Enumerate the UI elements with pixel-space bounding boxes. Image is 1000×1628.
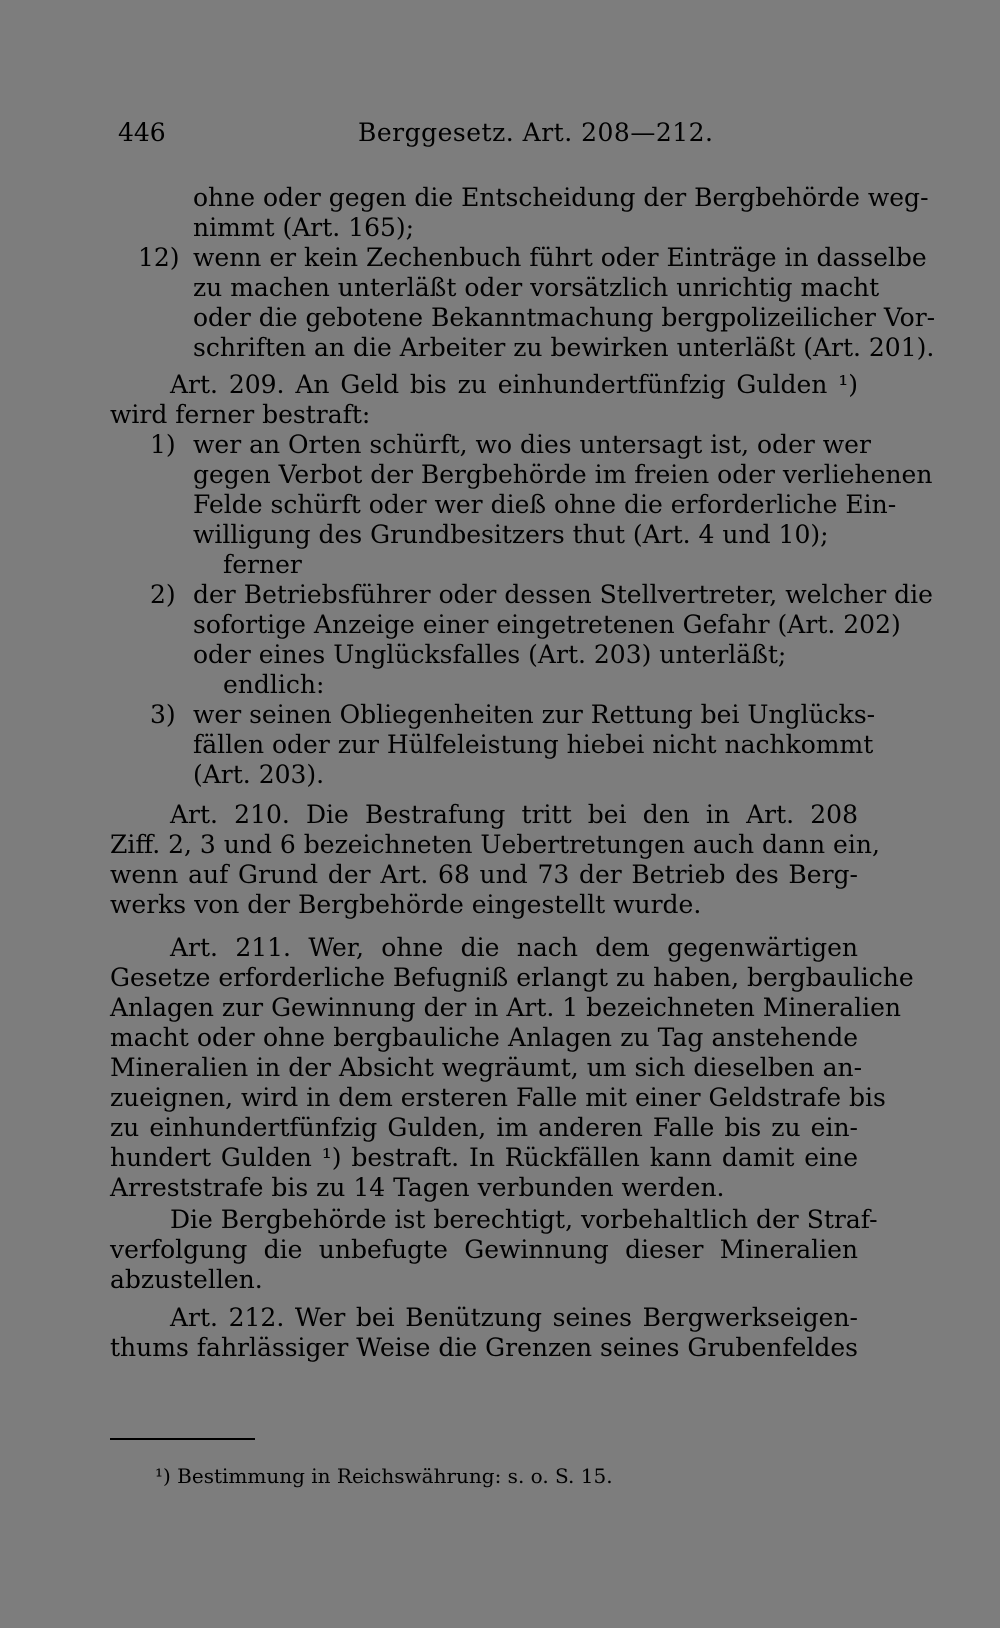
- line-text: werks von der Bergbehörde eingestellt wurde.: [110, 890, 702, 919]
- line-text: wird ferner bestraft:: [110, 400, 371, 429]
- line-text: der Betriebsführer oder dessen Stellvertreter, welcher die: [193, 580, 933, 609]
- line-text: macht oder ohne bergbauliche Anlagen zu Tag anstehende: [110, 1023, 858, 1052]
- item-number: 12): [138, 243, 180, 272]
- line-text: thums fahrlässiger Weise die Grenzen seines Grubenfeldes: [110, 1333, 858, 1362]
- footnote: ¹) Bestimmung in Reichswährung: s. o. S. 15.: [155, 1464, 613, 1488]
- item-number: 3): [150, 700, 176, 729]
- line-text: wer an Orten schürft, wo dies untersagt ist, oder wer: [193, 430, 871, 459]
- line-text: hundert Gulden ¹) bestraft. In Rückfällen kann damit eine: [110, 1143, 858, 1172]
- item-number: 2): [150, 580, 176, 609]
- line-text: Art. 211. Wer, ohne die nach dem gegenwärtigen: [170, 933, 858, 962]
- line-text: wenn er kein Zechenbuch führt oder Einträge in dasselbe: [193, 243, 927, 272]
- line-text: Mineralien in der Absicht wegräumt, um sich dieselben an-: [110, 1053, 863, 1082]
- line-text: oder eines Unglücksfalles (Art. 203) unterläßt;: [193, 640, 787, 669]
- line-text: oder die gebotene Bekanntmachung bergpolizeilicher Vor-: [193, 303, 936, 332]
- item-number: 1): [150, 430, 176, 459]
- line-text: sofortige Anzeige einer eingetretenen Gefahr (Art. 202): [193, 610, 901, 639]
- line-text: zu machen unterläßt oder vorsätzlich unrichtig macht: [193, 273, 880, 302]
- footnote-rule: [110, 1438, 255, 1440]
- line-text: Art. 209. An Geld bis zu einhundertfünfzig Gulden ¹): [170, 370, 858, 399]
- line-text: Art. 212. Wer bei Benützung seines Bergwerkseigen-: [170, 1303, 858, 1332]
- page-number: 446: [118, 118, 166, 147]
- line-text: ohne oder gegen die Entscheidung der Bergbehörde weg-: [193, 183, 929, 212]
- line-text: verfolgung die unbefugte Gewinnung dieser Mineralien: [110, 1235, 858, 1264]
- line-text: schriften an die Arbeiter zu bewirken unterläßt (Art. 201).: [193, 333, 935, 362]
- line-text: Felde schürft oder wer dieß ohne die erforderliche Ein-: [193, 490, 897, 519]
- line-text: Art. 210. Die Bestrafung tritt bei den in Art. 208: [170, 800, 858, 829]
- line-text: Ziff. 2, 3 und 6 bezeichneten Uebertretungen auch dann ein,: [110, 830, 880, 859]
- line-text: zueignen, wird in dem ersteren Falle mit einer Geldstrafe bis: [110, 1083, 886, 1112]
- line-text: Die Bergbehörde ist berechtigt, vorbehaltlich der Straf-: [170, 1205, 878, 1234]
- line-text: wer seinen Obliegenheiten zur Rettung bei Unglücks-: [193, 700, 876, 729]
- line-text: abzustellen.: [110, 1265, 263, 1294]
- line-text: Arreststrafe bis zu 14 Tagen verbunden werden.: [110, 1173, 725, 1202]
- line-text: zu einhundertfünfzig Gulden, im anderen Falle bis zu ein-: [110, 1113, 858, 1142]
- line-text: endlich:: [223, 670, 325, 699]
- line-text: ferner: [223, 550, 302, 579]
- line-text: gegen Verbot der Bergbehörde im freien oder verliehenen: [193, 460, 933, 489]
- running-title: Berggesetz. Art. 208—212.: [358, 118, 714, 147]
- line-text: willigung des Grundbesitzers thut (Art. 4 und 10);: [193, 520, 829, 549]
- line-text: Gesetze erforderliche Befugniß erlangt zu haben, bergbauliche: [110, 963, 914, 992]
- line-text: Anlagen zur Gewinnung der in Art. 1 bezeichneten Mineralien: [110, 993, 902, 1022]
- line-text: nimmt (Art. 165);: [193, 213, 415, 242]
- line-text: fällen oder zur Hülfeleistung hiebei nicht nachkommt: [193, 730, 874, 759]
- line-text: (Art. 203).: [193, 760, 325, 789]
- line-text: wenn auf Grund der Art. 68 und 73 der Betrieb des Berg-: [110, 860, 858, 889]
